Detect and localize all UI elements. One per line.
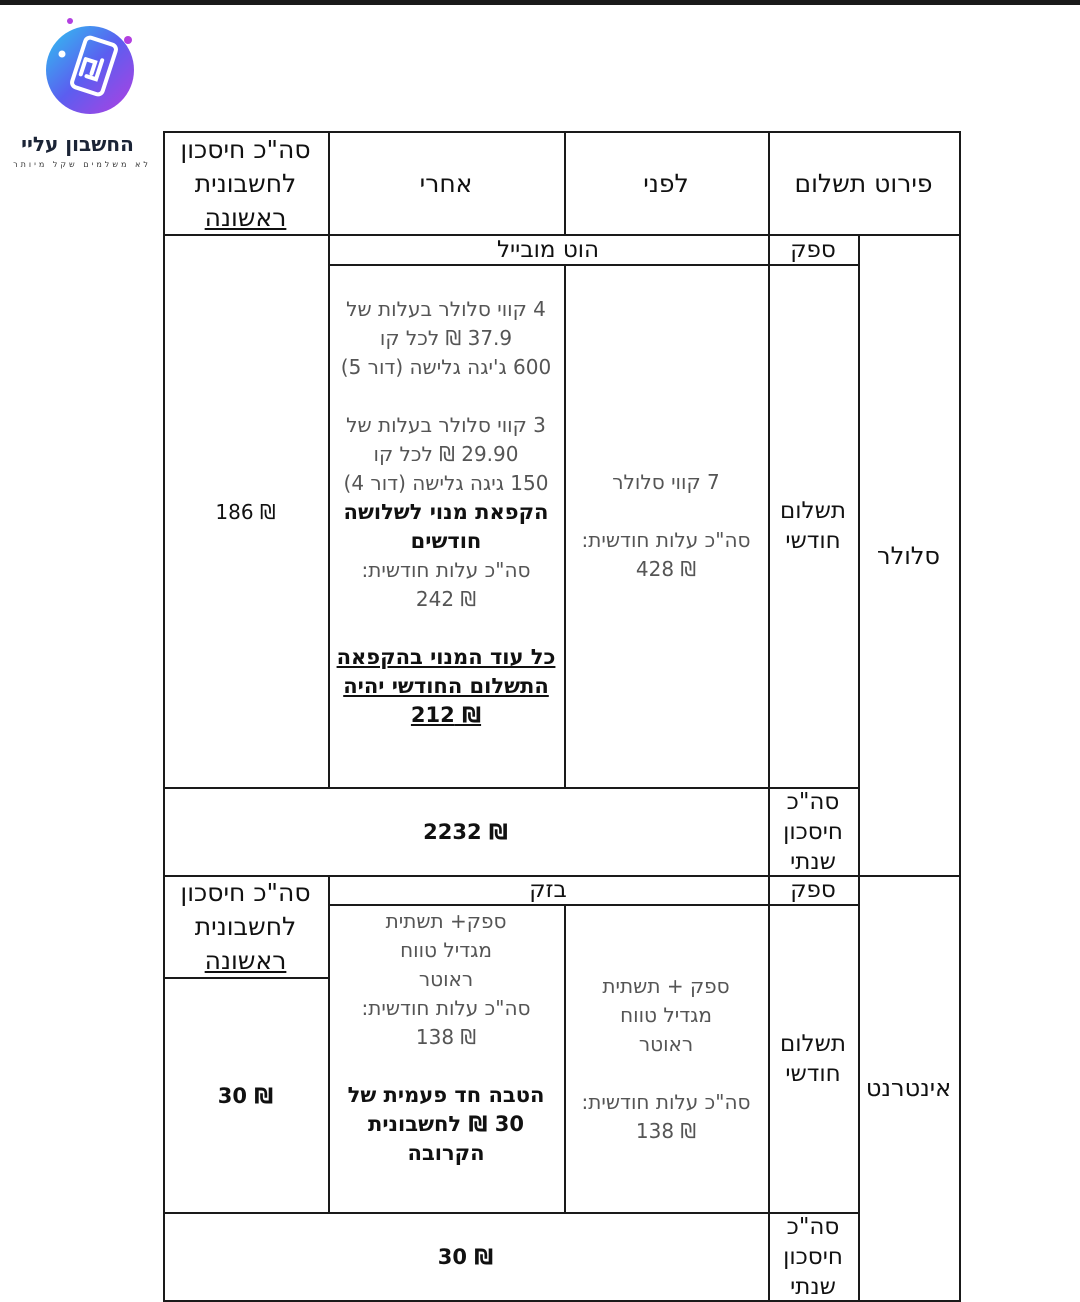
logo-tagline: לא משלמים שקל מיותר <box>13 160 151 169</box>
cellular-after-line: ₪ 242 <box>415 587 477 611</box>
internet-after-line: ראוטר <box>418 967 474 991</box>
cellular-after-line: 600 ג'יגה גלישה (דור 5) <box>340 355 552 379</box>
cellular-provider-name: הוט מובייל <box>496 237 600 263</box>
top-bar <box>0 0 1080 5</box>
internet-provider-name: בזק <box>529 877 567 903</box>
cellular-after-line: כל עוד המנוי בהקפאה <box>336 645 556 669</box>
internet-first-bill-saving: ₪ 30 <box>217 1083 274 1108</box>
internet-after-line: הקרובה <box>407 1141 485 1165</box>
internet-first-bill-label: סה"כ חיסכון לחשבונית ראשונה <box>180 877 311 975</box>
internet-provider-label: ספק <box>790 877 836 903</box>
category-internet: אינטרנט <box>865 1074 952 1102</box>
internet-annual-saving: ₪ 30 <box>437 1245 494 1269</box>
internet-after-line: מגדיל טווח <box>400 938 492 962</box>
header-after: אחרי <box>419 168 473 198</box>
internet-after <box>328 905 564 1212</box>
internet-before: ספק + תשתית מגדיל טווח ראוטר סה"כ עלות חודשית: ₪ 138 <box>581 973 751 1143</box>
header-first-bill-saving: סה"כ חיסכון לחשבונית ראשונה <box>180 134 311 232</box>
cellular-provider-label: ספק <box>790 237 836 263</box>
cellular-after-line: סה"כ עלות חודשית: <box>361 558 531 582</box>
logo <box>0 14 160 169</box>
internet-annual-label: סה"כ חיסכון שנתי <box>783 1214 843 1300</box>
shekel-phone-icon <box>40 18 140 118</box>
cellular-after-line: 29.90 ₪ לכל קו <box>373 442 519 466</box>
internet-after-line: 30 ₪ לחשבונית <box>368 1112 524 1136</box>
cellular-after-line: חודשים <box>410 529 482 553</box>
cellular-after-line: 150 גיגה גלישה (דור 4) <box>343 471 549 495</box>
internet-after-line: סה"כ עלות חודשית: <box>361 996 531 1020</box>
cellular-after-line: 4 קווי סלולר בעלות של <box>346 297 546 321</box>
cellular-monthly-label: תשלום חודשי <box>780 498 847 554</box>
header-payment-details: פירוט תשלום <box>794 168 933 198</box>
cellular-before: 7 קווי סלולר סה"כ עלות חודשית: ₪ 428 <box>581 470 751 581</box>
header-before: לפני <box>643 168 689 198</box>
logo-title: החשבון עליי <box>21 132 134 156</box>
category-cellular: סלולר <box>877 541 940 570</box>
cellular-after-line: הקפאת מנוי לשלושה <box>343 500 549 524</box>
internet-after-line: הטבה חד פעמית של <box>347 1083 545 1107</box>
cellular-after-line: ₪ 212 <box>410 703 482 727</box>
internet-after-line: ₪ 138 <box>415 1025 477 1049</box>
internet-after-line: ספק+ תשתית <box>385 909 507 933</box>
internet-monthly-label: תשלום חודשי <box>780 1030 847 1087</box>
cellular-first-bill-saving: ₪ 186 <box>215 499 276 524</box>
cellular-after-line: 3 קווי סלולר בעלות של <box>346 413 546 437</box>
cellular-after <box>328 265 564 787</box>
cellular-after-line: 37.9 ₪ לכל קו <box>379 326 513 350</box>
cellular-annual-saving: ₪ 2232 <box>423 820 508 844</box>
cellular-annual-label: סה"כ חיסכון שנתי <box>783 789 843 875</box>
cellular-after-line: התשלום החודשי יהיה <box>343 674 549 698</box>
